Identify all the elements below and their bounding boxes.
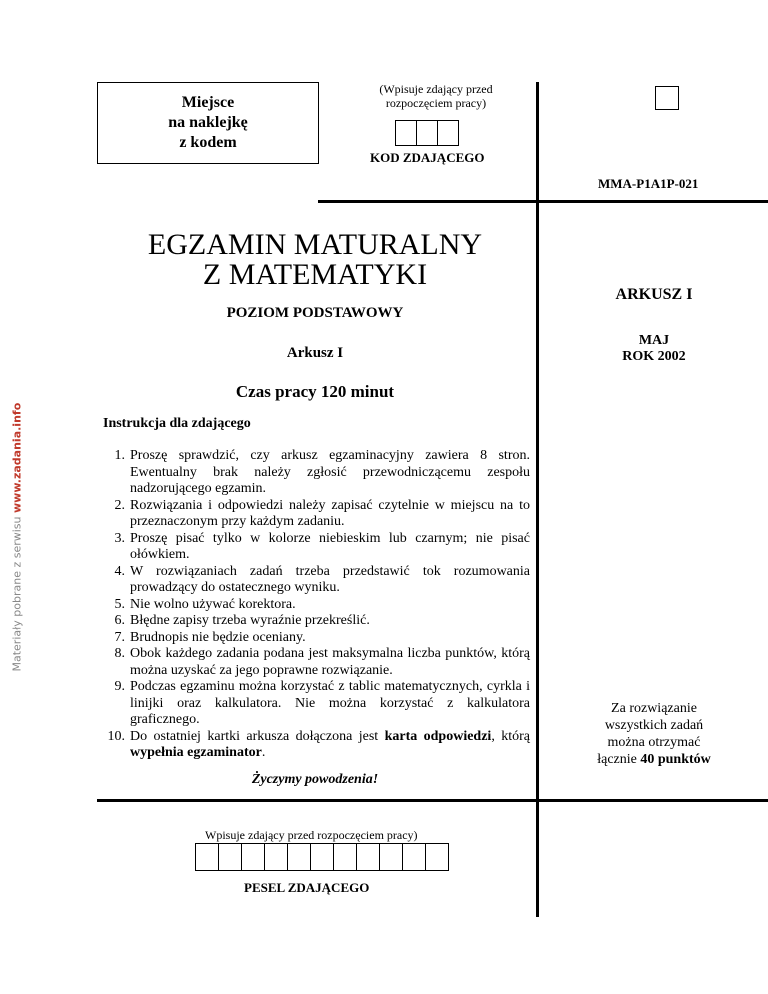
code-cell[interactable]	[437, 120, 459, 146]
footer-divider	[97, 799, 768, 802]
watermark: Materiały pobrane z serwisu www.zadania.info	[10, 402, 24, 672]
student-code-field[interactable]	[396, 120, 459, 146]
top-right-checkbox[interactable]	[655, 86, 679, 110]
sticker-text-line2: na naklejkę	[168, 114, 248, 131]
total-points: 40 punktów	[640, 752, 711, 767]
exam-level: POZIOM PODSTAWOWY	[226, 305, 404, 321]
pesel-cell[interactable]	[333, 843, 357, 871]
code-cell[interactable]	[395, 120, 417, 146]
instructions-list	[103, 448, 530, 762]
pesel-cell[interactable]	[425, 843, 449, 871]
pesel-cell[interactable]	[241, 843, 265, 871]
instruction-item: 5. Nie wolno używać korektora.	[114, 596, 296, 612]
instruction-item: 6. Błędne zapisy trzeba wyraźnie przekreślić.	[114, 613, 370, 628]
pesel-cell[interactable]	[287, 843, 311, 871]
instruction-item: 8. Obok każdego zadania podana jest maksymalna liczba punktów, którą można uzyskać za jego poprawne rozwiązanie.	[114, 646, 530, 678]
exam-title-line1: EGZAMIN MATURALNY	[147, 228, 483, 261]
pesel-label: PESEL ZDAJĄCEGO	[244, 880, 370, 895]
instruction-item: 7. Brudnopis nie będzie oceniany.	[114, 629, 306, 645]
pesel-cell[interactable]	[310, 843, 334, 871]
sheet-code: MMA-P1A1P-021	[598, 176, 699, 191]
instruction-item: 1. Proszę sprawdzić, czy arkusz egzaminacyjny zawiera 8 stron. Ewentualny brak należy zgłosić przewodniczącemu zespołu nadzorującego egzamin.	[114, 448, 530, 496]
watermark-site: www.zadania.info	[10, 402, 24, 513]
pesel-cell[interactable]	[264, 843, 288, 871]
code-note: (Wpisuje zdający przed rozpoczęciem pracy)	[379, 82, 493, 110]
side-sheet: ARKUSZ I	[615, 286, 693, 303]
vertical-divider	[536, 82, 539, 917]
exam-sheet: Arkusz I	[286, 345, 344, 361]
pesel-cell[interactable]	[379, 843, 403, 871]
pesel-cell[interactable]	[218, 843, 242, 871]
good-luck-message: Życzymy powodzenia!	[251, 772, 379, 787]
pesel-cell[interactable]	[402, 843, 426, 871]
pesel-cell[interactable]	[195, 843, 219, 871]
sticker-text-line3: z kodem	[179, 134, 237, 151]
student-code-label: KOD ZDAJĄCEGO	[370, 150, 485, 165]
total-points-note: Za rozwiązanie wszystkich zadań można otrzymać łącznie 40 punktów	[597, 701, 711, 767]
sticker-text-line1: Miejsce	[181, 94, 235, 111]
exam-title-line2: Z MATEMATYKI	[202, 258, 428, 291]
instruction-item: 9. Podczas egzaminu można korzystać z tablic matematycznych, cyrkla i linijki oraz kalkulatora. Nie można korzystać z kalkulatora graficznego.	[114, 679, 530, 727]
pesel-cell[interactable]	[356, 843, 380, 871]
instruction-item: 10. Do ostatniej kartki arkusza dołączona jest karta odpowiedzi, którą wypełnia egzaminator.	[107, 728, 530, 760]
side-month: MAJ	[638, 333, 670, 348]
header-divider	[318, 200, 768, 203]
pesel-note: Wpisuje zdający przed rozpoczęciem pracy)	[205, 828, 418, 842]
exam-time: Czas pracy 120 minut	[235, 382, 395, 401]
sticker-placeholder	[97, 82, 319, 164]
code-cell[interactable]	[416, 120, 438, 146]
instruction-item: 4. W rozwiązaniach zadań trzeba przedstawić tok rozumowania prowadzący do ostatecznego wyniku.	[114, 563, 530, 595]
instruction-item: 2. Rozwiązania i odpowiedzi należy zapisać czytelnie w miejscu na to przeznaczonym przy każdym zadaniu.	[114, 497, 530, 529]
pesel-field[interactable]	[196, 843, 449, 871]
instruction-item: 3. Proszę pisać tylko w kolorze niebieskim lub czarnym; nie pisać ołówkiem.	[114, 530, 530, 562]
side-year: ROK 2002	[622, 349, 686, 364]
instructions-heading: Instrukcja dla zdającego	[103, 416, 251, 431]
